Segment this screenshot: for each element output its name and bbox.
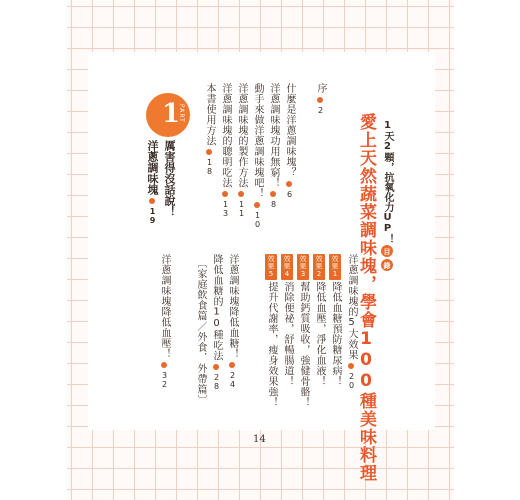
part-label: PART	[178, 104, 185, 123]
toc-page: 28	[212, 373, 221, 391]
toc-page: 8	[269, 200, 278, 209]
bullet-dot	[317, 97, 323, 103]
bullet-dot	[348, 363, 354, 369]
toc-item-uses[interactable]	[267, 83, 279, 209]
toc-text: 洋蔥調味塊降低血糖！	[227, 254, 238, 359]
effects-heading[interactable]	[345, 254, 357, 390]
part-title-text: 洋蔥調味塊	[146, 140, 159, 195]
bullet-dot	[270, 191, 276, 197]
toc-text: 本書使用方法	[204, 83, 215, 146]
toc-text: 洋蔥調味塊的聰明吃法	[220, 83, 231, 188]
toc-item-preface[interactable]	[314, 83, 326, 115]
toc-page: 6	[285, 189, 294, 199]
toc-page: 18	[205, 158, 214, 176]
effect-item-2[interactable]	[313, 254, 325, 387]
part-number: 1	[162, 99, 181, 129]
effect-text: 提升代謝率，瘦身效果強！	[266, 281, 277, 408]
toc-page: 24	[228, 371, 237, 389]
effect-item-3[interactable]	[297, 254, 309, 408]
badge-lu: 錄	[381, 259, 393, 271]
toc-item-blood-sugar[interactable]	[226, 254, 238, 389]
effect-label: 效果5	[267, 255, 275, 279]
effect-label: 效果1	[331, 255, 339, 279]
toc-page: 13	[221, 200, 230, 218]
toc-text: 洋蔥調味塊的製作方法	[236, 83, 247, 188]
toc-text: 〔家庭飲食篇／外食．外帶篇〕	[195, 258, 206, 405]
toc-text: 洋蔥調味塊降低血壓！	[159, 254, 170, 359]
effect-item-1[interactable]	[329, 254, 341, 387]
effects-heading-text: 洋蔥調味塊的5大效果	[346, 254, 357, 360]
effect-text: 消除便祕，舒暢腸道！	[282, 281, 293, 387]
toc-item-smart[interactable]	[219, 83, 231, 218]
toc-item-blood-pressure[interactable]	[158, 254, 170, 389]
toc-item-what-is[interactable]	[283, 83, 295, 199]
page-number: 14	[253, 434, 266, 445]
effect-item-5[interactable]	[265, 254, 277, 408]
toc-item-howto[interactable]	[203, 83, 215, 176]
bullet-dot	[238, 191, 244, 197]
toc-text: 洋蔥調味塊功用無窮！	[268, 83, 279, 188]
part-page: 19	[148, 207, 157, 225]
effect-text: 降低血糖預防糖尿病！	[330, 281, 341, 387]
toc-text: 序	[315, 83, 326, 94]
toc-text: 降低血糖的10種吃法	[211, 254, 222, 361]
bullet-dot	[206, 149, 212, 155]
effect-label: 效果4	[283, 255, 291, 279]
toc-page: 2	[316, 105, 325, 115]
bullet-dot	[286, 181, 292, 187]
subtitle-text: 1天2顆，抗氧化力UP！	[382, 120, 393, 244]
toc-text: 什麼是洋蔥調味塊？	[284, 83, 295, 178]
effect-label: 效果3	[299, 255, 307, 279]
book-title: 愛上天然蔬菜調味塊，學會100種美味料理	[356, 113, 376, 482]
toc-page: 11	[237, 200, 246, 218]
bullet-dot	[229, 362, 235, 368]
toc-page: 10	[253, 210, 262, 229]
effect-label: 效果2	[315, 255, 323, 279]
toc-page: 32	[160, 371, 169, 389]
bullet-dot	[161, 362, 167, 368]
toc-text: 動手來做洋蔥調味塊吧！	[252, 83, 263, 199]
toc-item-method[interactable]	[235, 83, 247, 218]
effect-text: 幫助鈣質吸收，強健骨骼！	[298, 281, 309, 408]
bullet-dot	[149, 198, 155, 204]
subtitle	[380, 120, 395, 272]
toc-item-10-ways[interactable]	[210, 254, 222, 391]
part-title-line1: 厲害得沒話說！	[163, 140, 176, 217]
badge-mu: 目	[381, 245, 393, 257]
bullet-dot	[213, 364, 219, 370]
effect-text: 降低血壓，淨化血液！	[314, 281, 325, 387]
bullet-dot	[222, 191, 228, 197]
toc-subtitle-home	[194, 258, 206, 405]
effect-item-4[interactable]	[281, 254, 293, 387]
part-title-line2[interactable]	[146, 140, 159, 225]
effects-heading-page: 20	[347, 372, 356, 390]
toc-item-make[interactable]	[251, 83, 263, 229]
bullet-dot	[254, 202, 260, 208]
